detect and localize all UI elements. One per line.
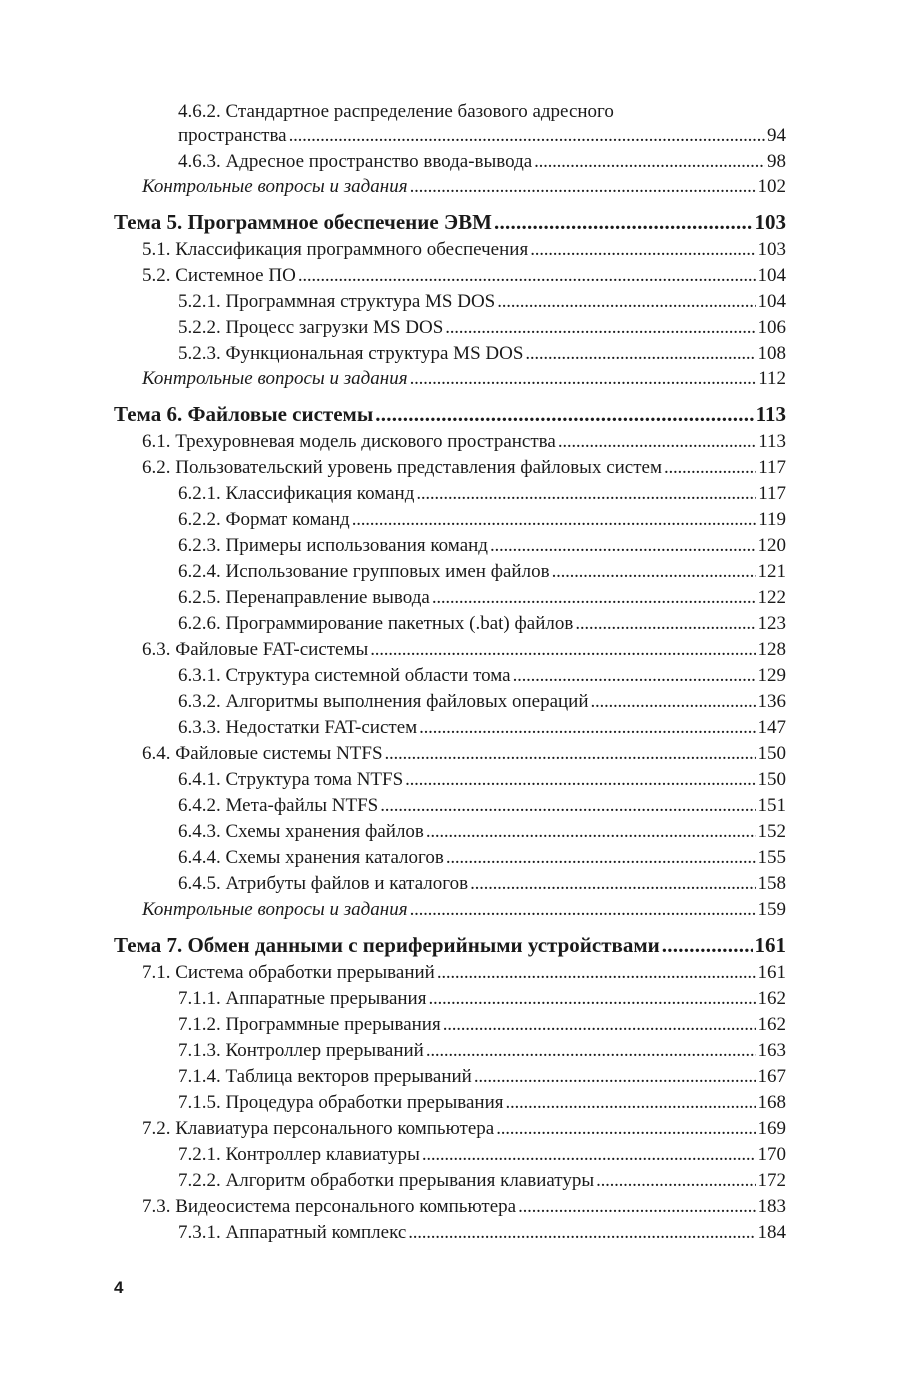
leader-dots: [496, 1117, 755, 1141]
toc-entry-page: 169: [757, 1118, 786, 1139]
toc-entry[interactable]: [178, 664, 786, 688]
toc-entry-title: Структура тома NTFS: [225, 769, 404, 790]
leader-dots: [664, 456, 756, 480]
toc-entry-page: 168: [757, 1092, 786, 1113]
toc-entry[interactable]: [178, 1091, 786, 1115]
toc-entry[interactable]: [142, 264, 786, 288]
page-number: 4: [114, 1278, 124, 1297]
toc-entry-title: Схемы хранения каталогов: [225, 847, 444, 868]
toc-entry-number: 5.2.1.: [178, 291, 221, 312]
toc-entry-number: 6.4.3.: [178, 821, 221, 842]
toc-entry-number: 6.2.4.: [178, 561, 221, 582]
toc-entry[interactable]: [142, 430, 786, 454]
toc-entry-number: 7.1.2.: [178, 1014, 221, 1035]
toc-entry[interactable]: [178, 534, 786, 558]
toc-entry-page: 162: [757, 988, 786, 1009]
toc-entry-title: Адресное пространство ввода-вывода: [225, 151, 533, 172]
toc-entry[interactable]: [178, 290, 786, 314]
toc-entry-number: 4.6.2.: [178, 101, 221, 122]
toc-chapter[interactable]: [114, 402, 786, 426]
toc-entry-number: 5.2.3.: [178, 343, 221, 364]
toc-entry-page: 150: [757, 769, 786, 790]
toc-entry-number: 5.1.: [142, 239, 171, 260]
toc-entry-title: Структура системной области тома: [225, 665, 511, 686]
toc-entry-page: 163: [757, 1040, 786, 1061]
toc-entry-title: Процедура обработки прерывания: [225, 1092, 504, 1113]
toc-entry-number: 7.3.: [142, 1196, 171, 1217]
toc-entry-page: 155: [757, 847, 786, 868]
leader-dots: [596, 1169, 755, 1193]
toc-entry-number: 6.3.: [142, 639, 171, 660]
leader-dots: [289, 124, 765, 148]
toc-entry-page: 104: [757, 265, 786, 286]
toc-entry-number: 6.1.: [142, 431, 171, 452]
toc-entry[interactable]: [178, 794, 786, 818]
toc-entry-number: 6.2.1.: [178, 483, 221, 504]
toc-entry-title: Таблица векторов прерываний: [225, 1066, 472, 1087]
toc-entry-title: Классификация команд: [225, 483, 415, 504]
toc-chapter-page: 113: [755, 402, 786, 426]
toc-entry-number: 7.1.: [142, 962, 171, 983]
toc-entry-review[interactable]: [142, 367, 786, 391]
leader-dots: [443, 1013, 756, 1037]
leader-dots: [416, 482, 756, 506]
toc-entry-page: 128: [757, 639, 786, 660]
toc-entry-title: пространства: [178, 125, 287, 146]
toc-entry-title: Программная структура MS DOS: [225, 291, 496, 312]
toc-entry-title: Трехуровневая модель дискового пространства: [175, 431, 556, 452]
toc-entry-page: 184: [757, 1222, 786, 1243]
toc-entry[interactable]: [178, 316, 786, 340]
toc-entry-page: 150: [757, 743, 786, 764]
toc-entry-title: Файловые FAT-системы: [175, 639, 369, 660]
leader-dots: [525, 342, 755, 366]
toc-entry-page: 151: [757, 795, 786, 816]
toc-entry[interactable]: [178, 586, 786, 610]
toc-entry-page: 121: [757, 561, 786, 582]
toc-entry-number: 6.4.5.: [178, 873, 221, 894]
toc-chapter[interactable]: [114, 933, 786, 957]
toc-entry-page: 98: [767, 151, 786, 172]
toc-entry-title: Контрольные вопросы и задания: [142, 176, 408, 197]
toc-chapter-page: 103: [754, 210, 786, 234]
toc-entry-title: Алгоритмы выполнения файловых операций: [225, 691, 589, 712]
toc-entry-title: Аппаратные прерывания: [225, 988, 427, 1009]
toc-entry-number: 7.3.1.: [178, 1222, 221, 1243]
toc-entry-title: Мета-файлы NTFS: [225, 795, 379, 816]
toc-entry-title: Системное ПО: [175, 265, 296, 286]
leader-dots: [370, 638, 755, 662]
toc-entry[interactable]: [142, 1195, 786, 1219]
toc-entry-title: Клавиатура персонального компьютера: [175, 1118, 495, 1139]
toc-entry-page: 136: [757, 691, 786, 712]
toc-entry[interactable]: [178, 508, 786, 532]
toc-entry-page: 119: [758, 509, 786, 530]
toc-entry-title: Контроллер клавиатуры: [225, 1144, 420, 1165]
toc-entry-number: 7.2.: [142, 1118, 171, 1139]
toc-chapter-page: 161: [754, 933, 786, 957]
toc-entry-page: 123: [757, 613, 786, 634]
toc-entry-page: 129: [757, 665, 786, 686]
toc-entry-page: 106: [757, 317, 786, 338]
toc-entry-page: 108: [757, 343, 786, 364]
toc-entry-number: 6.2.2.: [178, 509, 221, 530]
toc-entry-page: 162: [757, 1014, 786, 1035]
toc-entry-number: 6.4.2.: [178, 795, 221, 816]
leader-dots: [419, 716, 755, 740]
leader-dots: [445, 316, 755, 340]
leader-dots: [497, 290, 755, 314]
toc-chapter-title: Программное обеспечение ЭВМ: [187, 210, 492, 234]
toc-entry-title: Примеры использования команд: [225, 535, 488, 556]
toc-entry[interactable]: [142, 456, 786, 480]
toc-chapter-number: Тема 5.: [114, 210, 183, 234]
toc-entry-number: 6.3.2.: [178, 691, 221, 712]
toc-entry[interactable]: [142, 1117, 786, 1141]
leader-dots: [408, 1221, 755, 1245]
toc-entry-number: 7.1.1.: [178, 988, 221, 1009]
toc-entry-page: 158: [757, 873, 786, 894]
toc-entry-page: 102: [757, 176, 786, 197]
toc-entry-title: Аппаратный комплекс: [225, 1222, 407, 1243]
toc-entry[interactable]: [178, 1065, 786, 1089]
leader-dots: [437, 961, 756, 985]
leader-dots: [591, 690, 756, 714]
toc-entry-page: 167: [757, 1066, 786, 1087]
toc-chapter-number: Тема 6.: [114, 402, 183, 426]
toc-entry-title: Атрибуты файлов и каталогов: [225, 873, 469, 894]
toc-entry-number: 4.6.3.: [178, 151, 221, 172]
toc-chapter-title: Обмен данными с периферийными устройствами: [187, 933, 660, 957]
toc-entry-number: 5.2.: [142, 265, 171, 286]
leader-dots: [375, 402, 753, 426]
toc-entry-title: Формат команд: [225, 509, 350, 530]
toc-entry-number: 6.2.6.: [178, 613, 221, 634]
toc-entry-number: 7.1.5.: [178, 1092, 221, 1113]
toc-entry-page: 94: [767, 125, 786, 146]
leader-dots: [432, 586, 756, 610]
toc-entry-title: Контрольные вопросы и задания: [142, 899, 408, 920]
toc-entry[interactable]: [178, 612, 786, 636]
toc-entry-title: Контрольные вопросы и задания: [142, 368, 408, 389]
leader-dots: [405, 768, 755, 792]
leader-dots: [474, 1065, 756, 1089]
leader-dots: [518, 1195, 755, 1219]
toc-entry-page: 117: [758, 457, 786, 478]
toc-entry-title: Схемы хранения файлов: [225, 821, 424, 842]
toc-entry[interactable]: [178, 690, 786, 714]
leader-dots: [385, 742, 756, 766]
toc-entry-title: Программные прерывания: [225, 1014, 441, 1035]
toc-entry-page: 183: [757, 1196, 786, 1217]
toc-entry-title: Система обработки прерываний: [175, 962, 435, 983]
leader-dots: [494, 210, 753, 234]
toc-entry[interactable]: [178, 124, 786, 148]
toc-entry-page: 112: [758, 368, 786, 389]
toc-entry[interactable]: [142, 238, 786, 262]
toc-entry-page: 117: [758, 483, 786, 504]
toc-entry-title: Перенаправление вывода: [225, 587, 430, 608]
toc-entry[interactable]: [178, 482, 786, 506]
leader-dots: [426, 820, 756, 844]
toc-entry[interactable]: [178, 1169, 786, 1193]
toc-entry[interactable]: [178, 987, 786, 1011]
toc-entry-title: Использование групповых имен файлов: [225, 561, 550, 582]
toc-chapter-number: Тема 7.: [114, 933, 183, 957]
toc-entry-title: Алгоритм обработки прерывания клавиатуры: [225, 1170, 595, 1191]
toc-entry-title: Видеосистема персонального компьютера: [175, 1196, 517, 1217]
toc-entry-number: 7.2.2.: [178, 1170, 221, 1191]
toc-entry-number: 7.1.4.: [178, 1066, 221, 1087]
toc-entry-number: 6.2.: [142, 457, 171, 478]
leader-dots: [410, 898, 756, 922]
toc-entry-number: 6.3.3.: [178, 717, 221, 738]
leader-dots: [513, 664, 756, 688]
toc-entry-page: 172: [757, 1170, 786, 1191]
leader-dots: [428, 987, 755, 1011]
toc-entry-page: 122: [757, 587, 786, 608]
toc-entry-number: 6.2.5.: [178, 587, 221, 608]
toc-entry-page: 104: [757, 291, 786, 312]
leader-dots: [446, 846, 756, 870]
toc-entry-number: 5.2.2.: [178, 317, 221, 338]
toc-chapter-title: Файловые системы: [187, 402, 374, 426]
toc-entry[interactable]: [178, 872, 786, 896]
toc-entry-title: Пользовательский уровень представления файловых систем: [175, 457, 662, 478]
toc-entry-number: 7.1.3.: [178, 1040, 221, 1061]
leader-dots: [662, 933, 753, 957]
leader-dots: [558, 430, 756, 454]
toc-entry[interactable]: [178, 846, 786, 870]
toc-chapter[interactable]: [114, 210, 786, 234]
leader-dots: [410, 367, 757, 391]
toc-entry-title: Классификация программного обеспечения: [175, 239, 529, 260]
leader-dots: [380, 794, 755, 818]
toc-entry[interactable]: [142, 742, 786, 766]
leader-dots: [470, 872, 755, 896]
toc-entry-page: 103: [757, 239, 786, 260]
toc-entry-title: Стандартное распределение базового адресного: [225, 101, 614, 122]
leader-dots: [506, 1091, 756, 1115]
toc-entry-title: Файловые системы NTFS: [175, 743, 383, 764]
leader-dots: [534, 150, 765, 174]
toc-entry-page: 159: [757, 899, 786, 920]
toc-entry[interactable]: [178, 150, 786, 174]
toc-entry-number: 6.3.1.: [178, 665, 221, 686]
toc-entry-page: 113: [758, 431, 786, 452]
toc-entry-review[interactable]: [142, 175, 786, 199]
toc-entry-page: 161: [757, 962, 786, 983]
toc-entry[interactable]: [178, 768, 786, 792]
leader-dots: [530, 238, 755, 262]
toc-entry-page: 152: [757, 821, 786, 842]
toc-entry-title: Функциональная структура MS DOS: [225, 343, 524, 364]
toc-entry-title: Контроллер прерываний: [225, 1040, 424, 1061]
leader-dots: [422, 1143, 756, 1167]
toc-entry-page: 170: [757, 1144, 786, 1165]
toc-entry-title: Программирование пакетных (.bat) файлов: [225, 613, 574, 634]
toc-entry-number: 6.4.4.: [178, 847, 221, 868]
toc-entry[interactable]: [178, 716, 786, 740]
toc-entry-number: 6.2.3.: [178, 535, 221, 556]
leader-dots: [298, 264, 756, 288]
toc-entry[interactable]: [142, 961, 786, 985]
toc-entry-title: Недостатки FAT-систем: [225, 717, 418, 738]
toc-entry[interactable]: [178, 342, 786, 366]
leader-dots: [426, 1039, 756, 1063]
toc-entry[interactable]: [178, 1221, 786, 1245]
toc-entry[interactable]: [178, 560, 786, 584]
toc-entry[interactable]: [142, 638, 786, 662]
toc-entry-number: 7.2.1.: [178, 1144, 221, 1165]
leader-dots: [490, 534, 756, 558]
toc-entry-title: Процесс загрузки MS DOS: [225, 317, 444, 338]
toc-entry-continued: [178, 100, 614, 124]
leader-dots: [352, 508, 757, 532]
toc-entry[interactable]: [178, 1143, 786, 1167]
toc-entry[interactable]: [178, 1039, 786, 1063]
leader-dots: [552, 560, 756, 584]
toc-entry-review[interactable]: [142, 898, 786, 922]
leader-dots: [410, 175, 756, 199]
toc-entry-page: 120: [757, 535, 786, 556]
leader-dots: [575, 612, 755, 636]
toc-entry-number: 6.4.: [142, 743, 171, 764]
toc-entry-number: 6.4.1.: [178, 769, 221, 790]
toc-entry[interactable]: [178, 820, 786, 844]
toc-entry-page: 147: [757, 717, 786, 738]
toc-entry[interactable]: [178, 1013, 786, 1037]
